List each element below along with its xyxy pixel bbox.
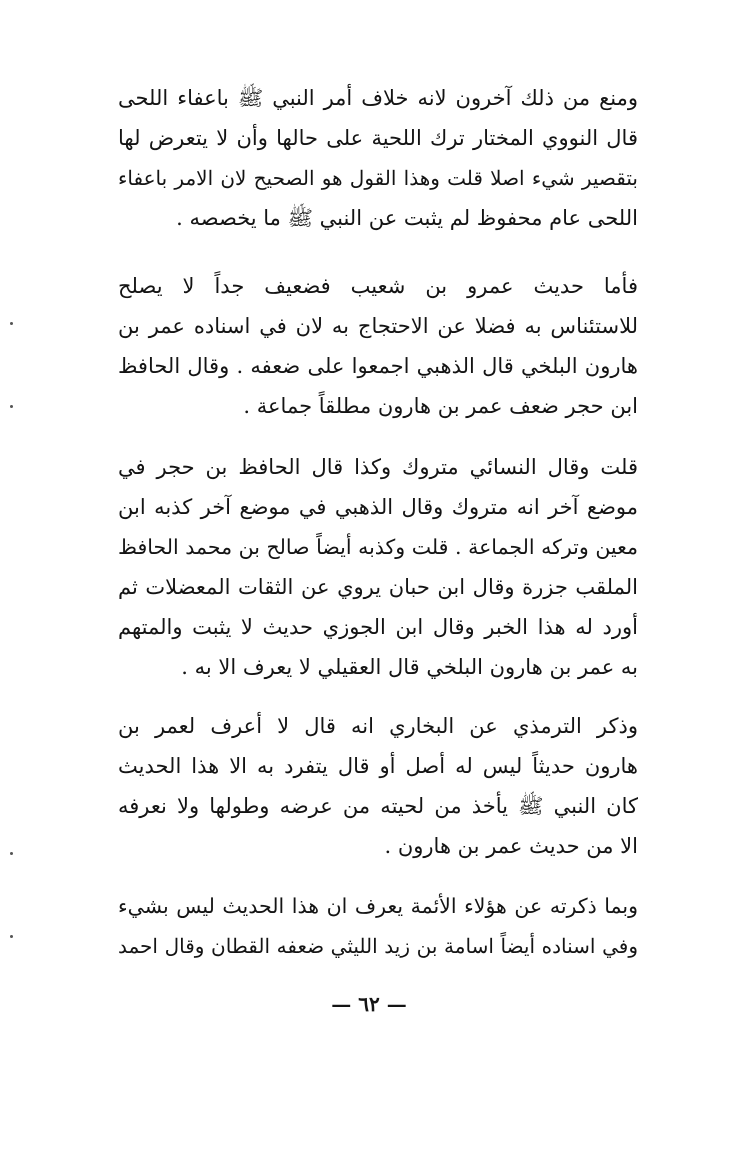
text-line: الا من حديث عمر بن هارون . [384, 834, 638, 858]
paragraph-3 [118, 447, 638, 687]
text-line: به عمر بن هارون البلخي قال العقيلي لا يعرف الا به . [181, 655, 638, 679]
margin-speck [10, 322, 13, 325]
text-line: ابن حجر ضعف عمر بن هارون مطلقاً جماعة . [243, 394, 638, 418]
text-line: قلت وقال النسائي متروك وكذا قال الحافظ بن حجر في [118, 455, 638, 479]
text-line: بتقصير شيء اصلا قلت وهذا القول هو الصحيح لان الامر باعفاء [118, 166, 638, 190]
text-line: وذكر الترمذي عن البخاري انه قال لا أعرف لعمر بن [118, 714, 638, 738]
text-line: موضع آخر انه متروك وقال الذهبي في موضع آخر كذبه ابن [118, 495, 638, 519]
text-line: هارون حديثاً ليس له أصل أو قال يتفرد به الا هذا الحديث [118, 754, 638, 778]
text-line: معين وتركه الجماعة . قلت وكذبه أيضاً صالح بن محمد الحافظ [118, 535, 638, 559]
text-line: فأما حديث عمرو بن شعيب فضعيف جداً لا يصلح [118, 274, 638, 298]
text-line: أورد له هذا الخبر وقال ابن الجوزي حديث لا يثبت والمتهم [118, 615, 638, 639]
text-line: اللحى عام محفوظ لم يثبت عن النبي ﷺ ما يخصصه . [176, 206, 638, 230]
page-number: — ٦٢ — [331, 992, 407, 1016]
text-line: قال النووي المختار ترك اللحية على حالها وأن لا يتعرض لها [118, 126, 638, 150]
text-line: هارون البلخي قال الذهبي اجمعوا على ضعفه . وقال الحافظ [118, 354, 638, 378]
paragraph-4 [118, 706, 638, 866]
text-line: كان النبي ﷺ يأخذ من لحيته من عرضه وطولها ولا نعرفه [118, 794, 638, 818]
margin-speck [10, 852, 13, 855]
text-line: للاستئناس به فضلا عن الاحتجاج به لان في اسناده عمر بن [118, 314, 638, 338]
margin-speck [10, 935, 13, 938]
paragraph-5 [118, 886, 638, 966]
text-line: الملقب جزرة وقال ابن حبان يروي عن الثقات المعضلات ثم [118, 575, 638, 599]
text-line: ومنع من ذلك آخرون لانه خلاف أمر النبي ﷺ باعفاء اللحى [118, 86, 638, 110]
text-line: وفي اسناده أيضاً اسامة بن زيد الليثي ضعفه القطان وقال احمد [118, 934, 638, 958]
margin-speck [10, 405, 13, 408]
paragraph-2 [118, 266, 638, 426]
text-line: وبما ذكرته عن هؤلاء الأئمة يعرف ان هذا الحديث ليس بشيء [118, 894, 638, 918]
paragraph-1 [118, 78, 638, 238]
